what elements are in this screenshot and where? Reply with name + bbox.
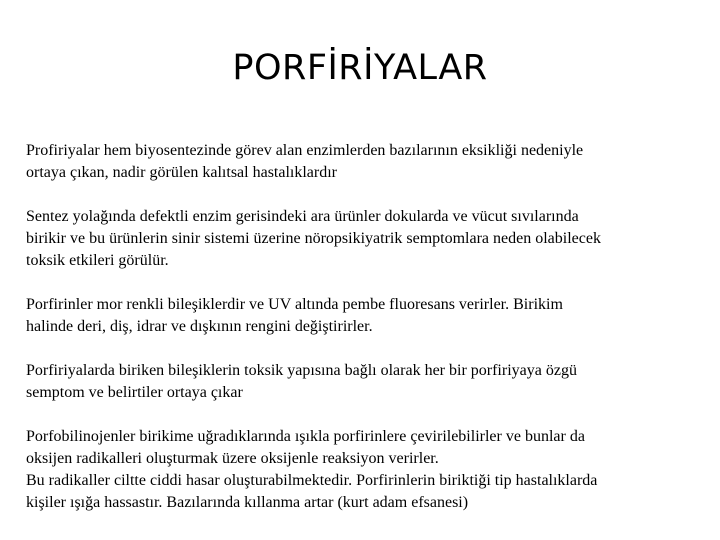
- paragraph-photosensitivity: [26, 426, 690, 514]
- text-line: Sentez yolağında defektli enzim gerisindeki ara ürünler dokularda ve vücut sıvılarında: [26, 208, 579, 225]
- paragraph-toxicity: [26, 360, 690, 404]
- text-line: Porfiriyalarda biriken bileşiklerin toksik yapısına bağlı olarak her bir porfiriyaya özgü: [26, 362, 577, 379]
- slide-title: PORFİRİYALAR: [232, 48, 488, 88]
- text-line: halinde deri, diş, idrar ve dışkının rengini değiştirirler.: [26, 318, 373, 335]
- text-line: toksik etkileri görülür.: [26, 252, 169, 269]
- paragraph-definition: [26, 140, 690, 184]
- slide-body: [26, 140, 690, 536]
- text-line: birikir ve bu ürünlerin sinir sistemi üzerine nöropsikiyatrik semptomlara neden olabilecek: [26, 230, 601, 247]
- text-line: ortaya çıkan, nadir görülen kalıtsal hastalıklardır: [26, 164, 337, 181]
- paragraph-porphyrins: [26, 294, 690, 338]
- paragraph-pathway: [26, 206, 690, 272]
- text-line: Porfobilinojenler birikime uğradıklarında ışıkla porfirinlere çevirilebilirler ve bunlar da: [26, 428, 585, 445]
- text-line: kişiler ışığa hassastır. Bazılarında kıllanma artar (kurt adam efsanesi): [26, 494, 469, 511]
- text-line: semptom ve belirtiler ortaya çıkar: [26, 384, 243, 401]
- text-line: oksijen radikalleri oluşturmak üzere oksijenle reaksiyon verirler.: [26, 450, 439, 467]
- text-line: Bu radikaller ciltte ciddi hasar oluşturabilmektedir. Porfirinlerin biriktiği tip hastalıklarda: [26, 472, 598, 489]
- text-line: Profiriyalar hem biyosentezinde görev alan enzimlerden bazılarının eksikliği nedeniyle: [26, 142, 584, 159]
- text-line: Porfirinler mor renkli bileşiklerdir ve UV altında pembe fluoresans verirler. Birikim: [26, 296, 563, 313]
